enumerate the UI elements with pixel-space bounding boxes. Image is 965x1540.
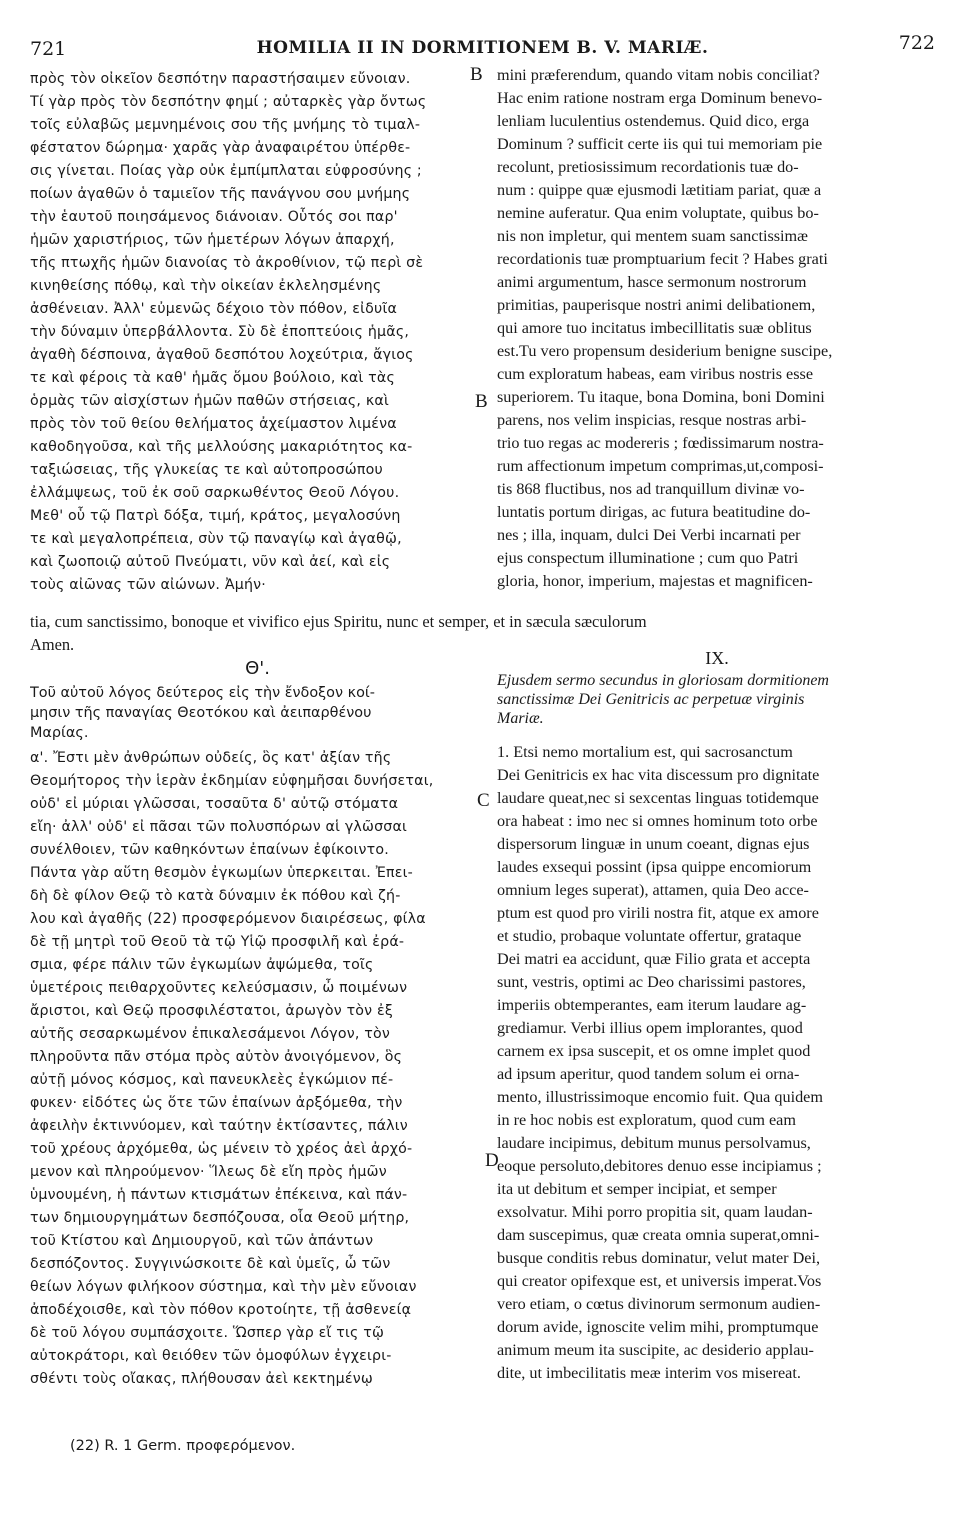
greek-text-line: τῆς πτωχῆς ἡμῶν διανοίας τὸ ἀκροθίνιον, τῷ περὶ σὲ [30, 255, 424, 271]
greek-text-line: οὐδ' εἰ μύριαι γλῶσσαι, τοσαῦτα δ' αὐτῷ στόματα [30, 796, 399, 812]
greek-text-line: μενον καὶ πληρούμενον· Ἵλεως δὲ εἴη πρὸς ἡμῶν [30, 1164, 387, 1180]
greek-column-body [30, 747, 485, 1391]
latin-text-line: Hac enim ratione nostram erga Dominum benevo- [497, 89, 823, 107]
latin-text-line: num : quippe quæ ejusmodi lætitiam pariat, quæ a [497, 181, 822, 199]
greek-text-line: ἀγαθὴ δέσποινα, ἀγαθοῦ δεσπότου λοχεύτρια, ἄγιος [30, 347, 414, 363]
greek-text-line: τοῖς εὐλαβῶς μεμνημένοις σου τῆς μνήμης τὸ τιμαλ- [30, 117, 421, 133]
latin-text-line: vero etiam, o cœtus divinorum sermonum audien- [497, 1295, 821, 1313]
greek-text-line: ὑμετέροις πειθαρχοῦντες κελεύσμασιν, ὦ ποιμένων [30, 980, 408, 996]
greek-text-line: ταξιώσειας, τῆς γλυκείας τε καὶ αὐτοπροσώπου [30, 462, 383, 478]
greek-column-top [30, 68, 485, 597]
greek-text-line: συνέλθοιεν, τῶν καθηκόντων ἐπαίνων ἐφίκοιντο. [30, 842, 389, 858]
greek-text-line: Πάντα γὰρ αὕτη θεσμὸν ἐγκωμίων ὑπερκειται. Ἐπει- [30, 865, 413, 881]
latin-title-line: Mariæ. [497, 710, 544, 727]
latin-text-line: qui amore tuo incitatus imbecillitatis suæ oblitus [497, 319, 812, 337]
latin-column-body [497, 741, 937, 1385]
greek-text-line: φυκεν· εἰδότες ὡς ὅτε τῶν ἐπαίνων ἀρξόμεθα, τὴν [30, 1095, 403, 1111]
sermon-title-latin [497, 671, 937, 728]
latin-column-top [497, 64, 937, 593]
greek-text-line: πρὸς τὸν τοῦ θείου θελήματος ἀχείμαστον λιμένα [30, 416, 397, 432]
greek-text-line: αὐτῆς σεσαρκωμένον ἐπικαλεσάμενοι Λόγον, τὸν [30, 1026, 391, 1042]
latin-text-line: busque conditis rebus dominatur, velut mater Dei, [497, 1249, 821, 1267]
margin-letter-b: B [470, 64, 483, 85]
greek-text-line: δὲ τοῦ λόγου συμπάσχοιτε. Ὥσπερ γὰρ εἴ τις τῷ [30, 1325, 385, 1341]
latin-text-line: dite, ut imbecilitatis meæ interim vos misereat. [497, 1364, 801, 1382]
latin-text-line: dam suscepimus, quæ creata omnia superat,omni- [497, 1226, 820, 1244]
greek-text-line: Τί γὰρ πρὸς τὸν δεσπότην φημί ; αὐταρκὲς γὰρ ὄντως [30, 94, 427, 110]
greek-text-line: σις γίνεται. Ποίας γὰρ οὐκ ἐμπίμπλαται εὐφροσύνης ; [30, 163, 422, 179]
greek-text-line: α'. Ἔστι μὲν ἀνθρώπων οὐδείς, ὃς κατ' ἀξίαν τῆς [30, 750, 392, 766]
sermon-title-greek [30, 683, 485, 743]
footnote: (22) R. 1 Germ. προφερόμενον. [70, 1438, 296, 1454]
greek-text-line: Μεθ' οὗ τῷ Πατρὶ δόξα, τιμή, κράτος, μεγαλοσύνη [30, 508, 401, 524]
latin-text-line: recordationis tuæ promptuarium fecit ? Habes grati [497, 250, 828, 268]
latin-text-line: gloria, honor, imperium, majestas et magnificen- [497, 572, 813, 590]
greek-text-line: θείων λόγων φιλήκοον σύστημα, καὶ τὴν μὲν εὔνοιαν [30, 1279, 417, 1295]
greek-text-line: δὴ δὲ φίλον Θεῷ τὸ κατὰ δύναμιν ἐκ πόθου καὶ ζή- [30, 888, 401, 904]
greek-text-line: αὐτοκράτορι, καὶ θειόθεν τῶν ὁμοφύλων ἐγχειρι- [30, 1348, 392, 1364]
greek-text-line: σμια, φέρε πάλιν τῶν ἐγκωμίων ἀψώμεθα, τοῖς [30, 957, 374, 973]
latin-text-line: mini præferendum, quando vitam nobis conciliat? [497, 66, 820, 84]
latin-text-line: 1. Etsi nemo mortalium est, qui sacrosanctum [497, 743, 793, 761]
latin-text-line: exsolvatur. Mihi porro propitia sit, quam laudan- [497, 1203, 813, 1221]
latin-text-line: est.Tu vero propensum desiderium benigne suscipe, [497, 342, 833, 360]
page-number-left: 721 [30, 38, 67, 60]
latin-text-line: et studio, probaque voluntate offertur, grataque [497, 927, 802, 945]
greek-text-line: κινηθείσης πόθῳ, καὶ τὴν οἰκείαν ἐκλελησμένης [30, 278, 382, 294]
full-width-line: tia, cum sanctissimo, bonoque et vivifico ejus Spiritu, nunc et semper, et in sæcula sæculorum [30, 612, 647, 631]
greek-text-line: πρὸς τὸν οἰκεῖον δεσπότην παραστήσαιμεν εὔνοιαν. [30, 71, 411, 87]
margin-letter-b-second: B [475, 391, 488, 412]
section-number-latin: IX. [705, 648, 729, 668]
latin-text-line: lenliam luculentius ostendemus. Quid dico, erga [497, 112, 810, 130]
latin-text-line: laudare queat,nec si sexcentas linguas totidemque [497, 789, 819, 807]
latin-text-line: imperiis obtemperantes, eam iterum laudare ag- [497, 996, 807, 1014]
margin-letter-c: C [477, 790, 490, 811]
greek-text-line: των δημιουργημάτων δεσπόζουσα, οἷα Θεοῦ μήτηρ, [30, 1210, 410, 1226]
greek-text-line: καθοδηγοῦσα, καὶ τῆς μελλούσης μακαριότητος κα- [30, 439, 413, 455]
greek-text-line: ὑμνουμένη, ἡ πάντων κτισμάτων ἐπέκεινα, καὶ πάν- [30, 1187, 408, 1203]
greek-text-line: τὴν ἑαυτοῦ ποιησάμενος διάνοιαν. Οὗτός σοι παρ' [30, 209, 398, 225]
latin-title-line: Ejusdem sermo secundus in gloriosam dormitionem [497, 672, 829, 689]
latin-text-line: rum affectionum impetum comprimas,ut,composi- [497, 457, 824, 475]
greek-text-line: Θεομήτορος τὴν ἱερὰν ἐκδημίαν εὐφημῆσαι δυνήσεται, [30, 773, 434, 789]
latin-text-line: cum exploratum habeas, eam viribus nostris esse [497, 365, 814, 383]
page-number-right: 722 [898, 32, 935, 54]
latin-text-line: animum meum ita suscipite, ac desiderio applau- [497, 1341, 814, 1359]
latin-text-line: parens, nos velim inspicias, resque nostras arbi- [497, 411, 807, 429]
latin-text-line: omnium leges superat), attamen, quia Deo acce- [497, 881, 809, 899]
greek-text-line: ἀσθένειαν. Ἀλλ' εὐμενῶς δέχοιο τὸν πόθον, εἰδυῖα [30, 301, 398, 317]
latin-text-line: eoque persoluto,debitores denuo esse incipiamus ; [497, 1157, 822, 1175]
greek-text-line: τοῦ χρέους ἀρχόμεθα, ὡς μένειν τὸ χρέος ἀεὶ ἀρχό- [30, 1141, 413, 1157]
greek-text-line: ἀφειλὴν ἐκτιννύομεν, καὶ ταύτην ἐκτίσαντες, πάλιν [30, 1118, 408, 1134]
latin-text-line: Dei Genitricis ex hac vita discessum pro dignitate [497, 766, 820, 784]
latin-text-line: primitias, pauperisque nostri animi delibationem, [497, 296, 816, 314]
latin-text-line: carnem ex ipsa suscepit, et os omne implet quod [497, 1042, 811, 1060]
greek-title-line: Τοῦ αὐτοῦ λόγος δεύτερος εἰς τὴν ἔνδοξον κοί- [30, 685, 375, 701]
greek-text-line: ἡμῶν χαριστήριος, τῶν ἡμετέρων λόγων ἀπαρχή, [30, 232, 395, 248]
latin-title-line: sanctissimæ Dei Genitricis ac perpetuæ virginis [497, 691, 805, 708]
greek-text-line: τὴν δύναμιν ὑπερβάλλοντα. Σὺ δὲ ἐποπτεύοις ἡμᾶς, [30, 324, 410, 340]
latin-text-line: ejus conspectum illuminatione ; cum quo Patri [497, 549, 799, 567]
latin-text-line: sunt, vestris, optimi ac Deo charissimi pastores, [497, 973, 806, 991]
latin-text-line: trio tuo regas ac modereris ; fœdissimarum nostra- [497, 434, 824, 452]
latin-text-line: nis non impletur, qui mentem suam sanctissimæ [497, 227, 808, 245]
latin-text-line: tis 868 fluctibus, nos ad tranquillum divinæ vo- [497, 480, 805, 498]
greek-title-line: μησιν τῆς παναγίας Θεοτόκου καὶ ἀειπαρθένου [30, 705, 372, 721]
greek-text-line: τοὺς αἰῶνας τῶν αἰώνων. Ἀμήν· [30, 577, 267, 593]
latin-text-line: ad ipsum aperitur, quod tandem solum ei orna- [497, 1065, 800, 1083]
greek-text-line: δὲ τῇ μητρὶ τοῦ Θεοῦ τὰ τῷ Υἱῷ προσφιλῆ καὶ ἐρά- [30, 934, 405, 950]
latin-text-line: nemine auferatur. Qua enim voluptate, quibus bo- [497, 204, 819, 222]
latin-text-line: animi argumentum, hasce sermonum nostrorum [497, 273, 807, 291]
latin-text-line: laudes exsequi possint (ipsa quippe encomiorum [497, 858, 812, 876]
latin-text-line: ptum est quod pro virili nostra fit, atque ex amore [497, 904, 819, 922]
greek-text-line: ὁρμὰς τῶν αἰσχίστων ἡμῶν παθῶν στήσειας, καὶ [30, 393, 389, 409]
greek-text-line: λου καὶ ἀγαθῆς (22) προσφερόμενον διαιρέσεως, φίλα [30, 911, 426, 927]
greek-text-line: πληροῦντα πᾶν στόμα πρὸς αὐτὸν ἀνοιγόμενον, ὃς [30, 1049, 403, 1065]
greek-text-line: τοῦ Κτίστου καὶ Δημιουργοῦ, καὶ τῶν ἁπάντων [30, 1233, 374, 1249]
greek-text-line: ποίων ἀγαθῶν ὁ ταμιεῖον τῆς πανάγνου σου μνήμης [30, 186, 411, 202]
running-title: HOMILIA II IN DORMITIONEM B. V. MARIÆ. [256, 38, 709, 58]
latin-text-line: qui creator opifexque est, et universis imperat.Vos [497, 1272, 822, 1290]
full-width-amen: Amen. [30, 635, 75, 654]
latin-text-line: dispersorum linguæ in unum coeant, dignas ejus [497, 835, 810, 853]
latin-text-line: mento, illustrissimoque encomio fuit. Qua quidem [497, 1088, 823, 1106]
greek-text-line: φέστατον δώρημα· χαρᾶς γὰρ ἀναφαιρέτου ὑπέρθε- [30, 140, 411, 156]
section-number-greek: Θ'. [245, 658, 270, 679]
latin-text-line: Dominum ? sufficit certe iis qui tui memoriam pie [497, 135, 823, 153]
latin-text-line: ora habeat : imo nec si omnes hominum toto orbe [497, 812, 818, 830]
greek-text-line: ἄριστοι, καὶ Θεῷ προσφιλέστατοι, ἀρωγὸν τὸν ἐξ [30, 1003, 394, 1019]
greek-text-line: καὶ ζωοποιῷ αὐτοῦ Πνεύματι, νῦν καὶ ἀεί, καὶ εἰς [30, 554, 391, 570]
latin-text-line: in re hoc nobis est exploratum, quod cum eam [497, 1111, 796, 1129]
greek-text-line: σθέντι τοὺς οἴακας, πλήθουσαν ἀεὶ κεκτημένῳ [30, 1371, 373, 1387]
latin-text-line: dorum avide, ignoscite velim mihi, promptumque [497, 1318, 819, 1336]
margin-letter-d: D [485, 1150, 499, 1171]
greek-text-line: τε καὶ φέροις τὰ καθ' ἡμᾶς ὅμου βούλοιο, καὶ τὰς [30, 370, 395, 386]
greek-text-line: ἀποδέχοισθε, καὶ τὸν πόθον κροτοίητε, τῇ ἀσθενείᾳ [30, 1302, 412, 1318]
latin-text-line: recolunt, pretiosissimum recordationis tuæ do- [497, 158, 799, 176]
latin-text-line: laudare incipimus, debitum munus persolvamus, [497, 1134, 811, 1152]
latin-text-line: ita ut debitum et semper incipiat, et semper [497, 1180, 777, 1198]
greek-text-line: αὐτῇ μόνος κόσμος, καὶ πανευκλεὲς ἐγκώμιον πέ- [30, 1072, 394, 1088]
greek-text-line: ἐλλάμψεως, τοῦ ἐκ σοῦ σαρκωθέντος Θεοῦ Λόγου. [30, 485, 400, 501]
latin-text-line: superiorem. Tu itaque, bona Domina, boni Domini [497, 388, 825, 406]
greek-title-line: Μαρίας. [30, 725, 89, 741]
latin-text-line: nes ; illa, inquam, dulci Dei Verbi incarnati per [497, 526, 801, 544]
latin-text-line: luntatis portum dirigas, ac futura beatitudine do- [497, 503, 811, 521]
greek-text-line: δεσπόζοντος. Συγγινώσκοιτε δὲ καὶ ὑμεῖς, ὦ τῶν [30, 1256, 391, 1272]
greek-text-line: τε καὶ μεγαλοπρέπεια, σὺν τῷ παναγίῳ καὶ ἀγαθῷ, [30, 531, 402, 547]
latin-text-line: grediamur. Verbi illius opem implorantes, quod [497, 1019, 803, 1037]
latin-text-line: Dei matri ea accidunt, quæ Filio grata et accepta [497, 950, 811, 968]
greek-text-line: εἴη· ἀλλ' οὐδ' εἰ πᾶσαι τῶν πολυσπόρων αἱ γλῶσσαι [30, 819, 408, 835]
